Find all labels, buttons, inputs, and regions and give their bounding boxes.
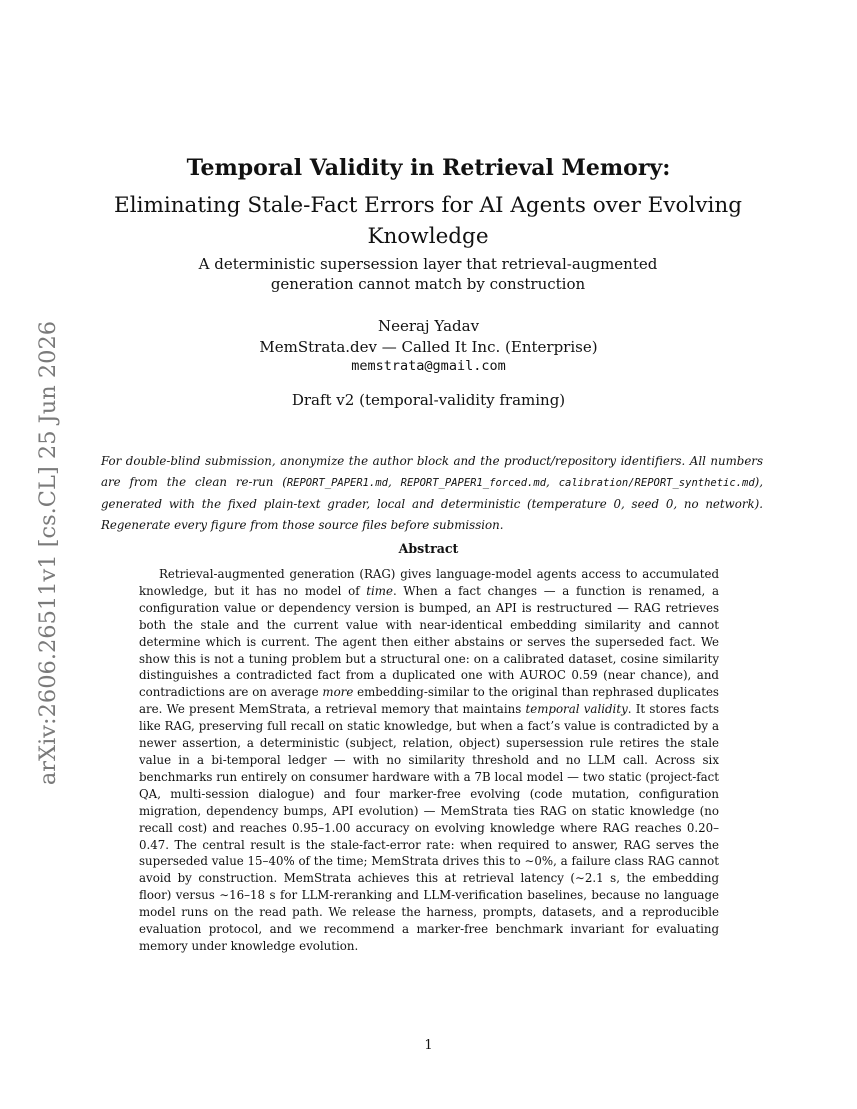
paper-title: Temporal Validity in Retrieval Memory: bbox=[186, 155, 671, 181]
submission-note bbox=[101, 451, 763, 536]
note-text-2: ), generated with the fixed plain-text grader, local and deterministic (temperature 0, seed 0, no network). Regenerate every figure from those source files before submission. bbox=[101, 475, 764, 532]
paper-tagline: A deterministic supersession layer that retrieval-augmented generation cannot match by construction bbox=[198, 255, 658, 293]
author-email: memstrata@gmail.com bbox=[351, 358, 506, 374]
arxiv-sidebar-stamp: arXiv:2606.26511v1 [cs.CL] 25 Jun 2026 bbox=[35, 320, 61, 786]
note-separator-2: , bbox=[546, 475, 559, 489]
note-file-report: REPORT_PAPER1.md bbox=[286, 477, 388, 489]
abstract-text-4: . It stores facts like RAG, preserving full recall on static knowledge, but when a fact’s value is contradicted by a newer assertion, a deterministic (subject, relation, object) supersession rule retires the stale value in a bi-temporal ledger — with no similarity threshold and no LLM call. Across six benchmarks run entirely on consumer hardware with a 7B local model — two static (project-fact QA, multi-session dialogue) and four marker-free evolving (code mutation, configuration migration, dependency bumps, API evolution) — MemStrata ties RAG on static knowledge (no recall cost) and reaches 0.95–1.00 accuracy on evolving knowledge where RAG reaches 0.20–0.47. The central result is the stale-fact-error rate: when required to answer, RAG serves the superseded value 15–40% of the time; MemStrata drives this to ∼0%, a failure class RAG cannot avoid by construction. MemStrata achieves this at retrieval latency (∼2.1 s, the embedding floor) versus ∼16–18 s for LLM-reranking and LLM-verification baselines, because no language model runs on the read path. We release the harness, prompts, datasets, and a reproducible evaluation protocol, and we recommend a marker-free benchmark invariant for evaluating memory under knowledge evolution. bbox=[139, 702, 719, 953]
note-file-calibration: calibration/REPORT_synthetic.md bbox=[558, 477, 755, 489]
abstract-emphasis-time: time bbox=[366, 583, 393, 598]
abstract-text-2: . When a fact changes — a function is renamed, a configuration value or dependency version is bumped, an API is restructured — RAG retrieves both the stale and the current value with near-identical embedding similarity and cannot determine which is current. The agent then either abstains or serves the superseded fact. We show this is not a tuning problem but a structural one: on a calibrated dataset, cosine similarity distinguishes a contradicted fact from a duplicated one with AUROC 0.59 (near chance), and contradictions are on average bbox=[139, 583, 720, 700]
note-text-1: For double-blind submission, anonymize the author block and the product/repository identifiers. All numbers are from the clean re-run ( bbox=[101, 454, 763, 489]
note-separator-1: , bbox=[387, 475, 401, 489]
draft-label: Draft v2 (temporal-validity framing) bbox=[291, 391, 566, 409]
paper-subtitle: Eliminating Stale-Fact Errors for AI Agents over Evolving Knowledge bbox=[114, 193, 742, 249]
abstract-emphasis-temporal-validity: temporal validity bbox=[525, 702, 628, 717]
abstract-heading: Abstract bbox=[398, 541, 459, 556]
page-number: 1 bbox=[424, 1038, 433, 1053]
author-name: Neeraj Yadav bbox=[377, 317, 480, 335]
author-affiliation: MemStrata.dev — Called It Inc. (Enterprise) bbox=[259, 338, 598, 356]
abstract-text-3: embedding-similar to the original than rephrased duplicates are. We present MemStrata, a retrieval memory that maintains bbox=[139, 685, 719, 717]
note-file-report-forced: REPORT_PAPER1_forced.md bbox=[400, 477, 547, 489]
abstract-emphasis-more: more bbox=[322, 685, 354, 700]
abstract-text-1: Retrieval-augmented generation (RAG) gives language-model agents access to accumulated knowledge, but it has no model of bbox=[139, 567, 719, 598]
abstract-body bbox=[139, 566, 719, 955]
